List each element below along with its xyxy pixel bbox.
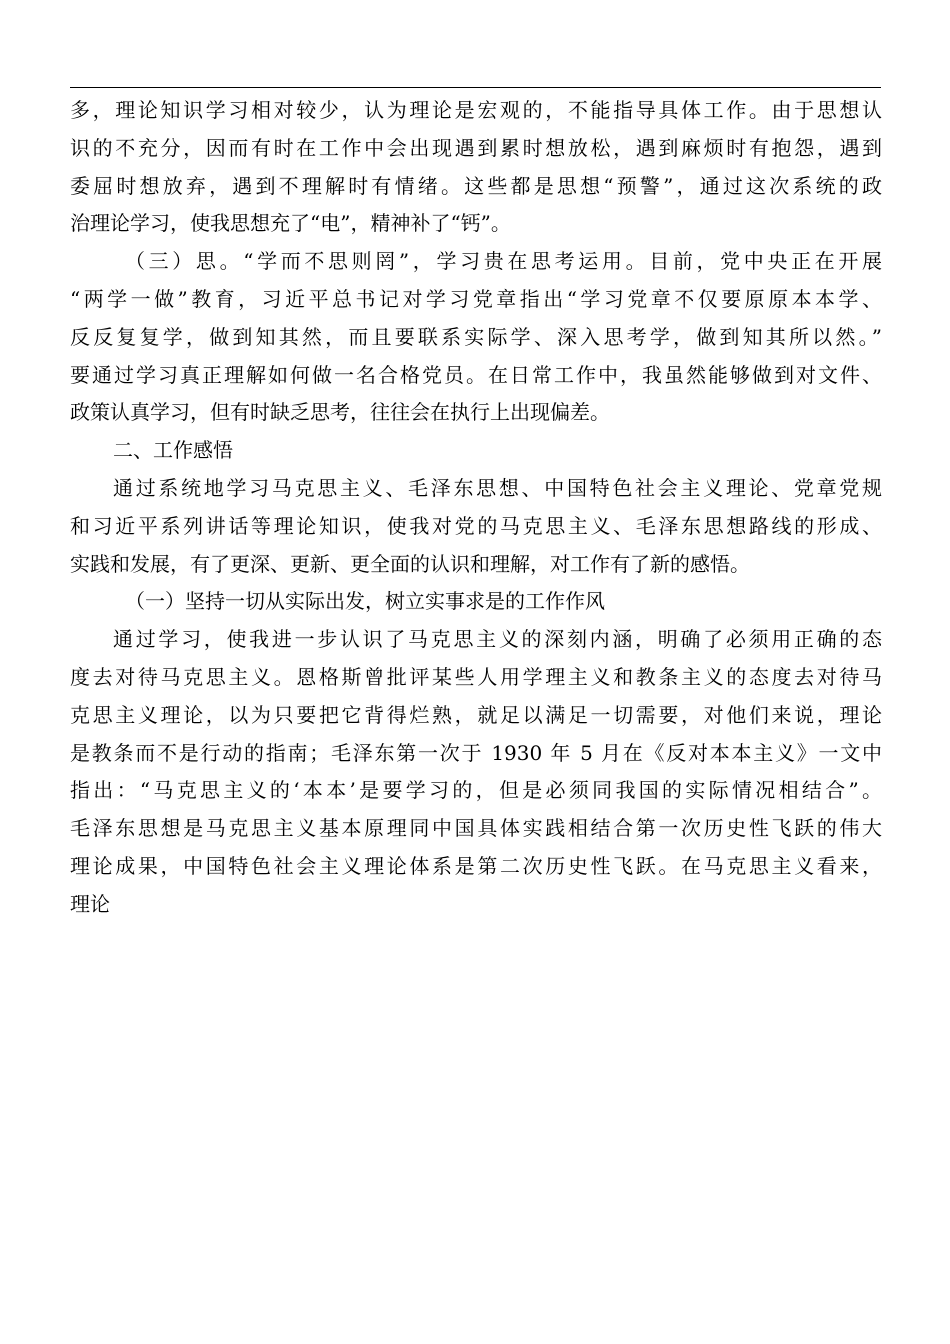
text-line: 毛泽东思想是马克思主义基本原理同中国具体实践相结合第一次历史性飞跃的伟大 <box>70 816 882 841</box>
text-line: 实践和发展，有了更深、更新、更全面的认识和理解，对工作有了新的感悟。 <box>70 551 750 576</box>
text-line: 理论 <box>70 891 110 916</box>
text-line: 指出：“马克思主义的‘本本’是要学习的，但是必须同我国的实际情况相结合”。 <box>70 778 882 803</box>
header-rule <box>70 87 881 88</box>
paragraph-start-line: 通过学习，使我进一步认识了马克思主义的深刻内涵，明确了必须用正确的态 <box>113 627 882 652</box>
text-line: 反反复复学，做到知其然，而且要联系实际学、深入思考学，做到知其所以然。” <box>70 324 882 349</box>
text-line: 政策认真学习，但有时缺乏思考，往往会在执行上出现偏差。 <box>70 400 610 425</box>
text-line: 委屈时想放弃，遇到不理解时有情绪。这些都是思想“预警”，通过这次系统的政 <box>70 173 882 198</box>
text-line: 识的不充分，因而有时在工作中会出现遇到累时想放松，遇到麻烦时有抱怨，遇到 <box>70 135 882 160</box>
text-line: 理论成果，中国特色社会主义理论体系是第二次历史性飞跃。在马克思主义看来， <box>70 853 882 878</box>
text-line: 多，理论知识学习相对较少，认为理论是宏观的，不能指导具体工作。由于思想认 <box>70 98 882 122</box>
text-line: “两学一做”教育，习近平总书记对学习党章指出“学习党章不仅要原原本本学、 <box>70 286 882 311</box>
subsection-heading: （一）坚持一切从实际出发，树立实事求是的工作作风 <box>125 589 605 614</box>
text-line: 治理论学习，使我思想充了“电”，精神补了“钙”。 <box>70 211 511 236</box>
paragraph-start-line: （三）思。“学而不思则罔”，学习贵在思考运用。目前，党中央正在开展 <box>125 249 882 274</box>
section-heading: 二、工作感悟 <box>113 438 233 463</box>
text-line: 度去对待马克思主义。恩格斯曾批评某些人用学理主义和教条主义的态度去对待马 <box>70 664 882 689</box>
text-line: 是教条而不是行动的指南；毛泽东第一次于 1930 年 5 月在《反对本本主义》一文中 <box>70 740 882 765</box>
text-line: 克思主义理论，以为只要把它背得烂熟，就足以满足一切需要，对他们来说，理论 <box>70 702 882 727</box>
text-line: 要通过学习真正理解如何做一名合格党员。在日常工作中，我虽然能够做到对文件、 <box>70 362 882 387</box>
document-body <box>70 92 882 924</box>
paragraph-start-line: 通过系统地学习马克思主义、毛泽东思想、中国特色社会主义理论、党章党规 <box>113 475 882 500</box>
text-line: 和习近平系列讲话等理论知识，使我对党的马克思主义、毛泽东思想路线的形成、 <box>70 513 882 538</box>
